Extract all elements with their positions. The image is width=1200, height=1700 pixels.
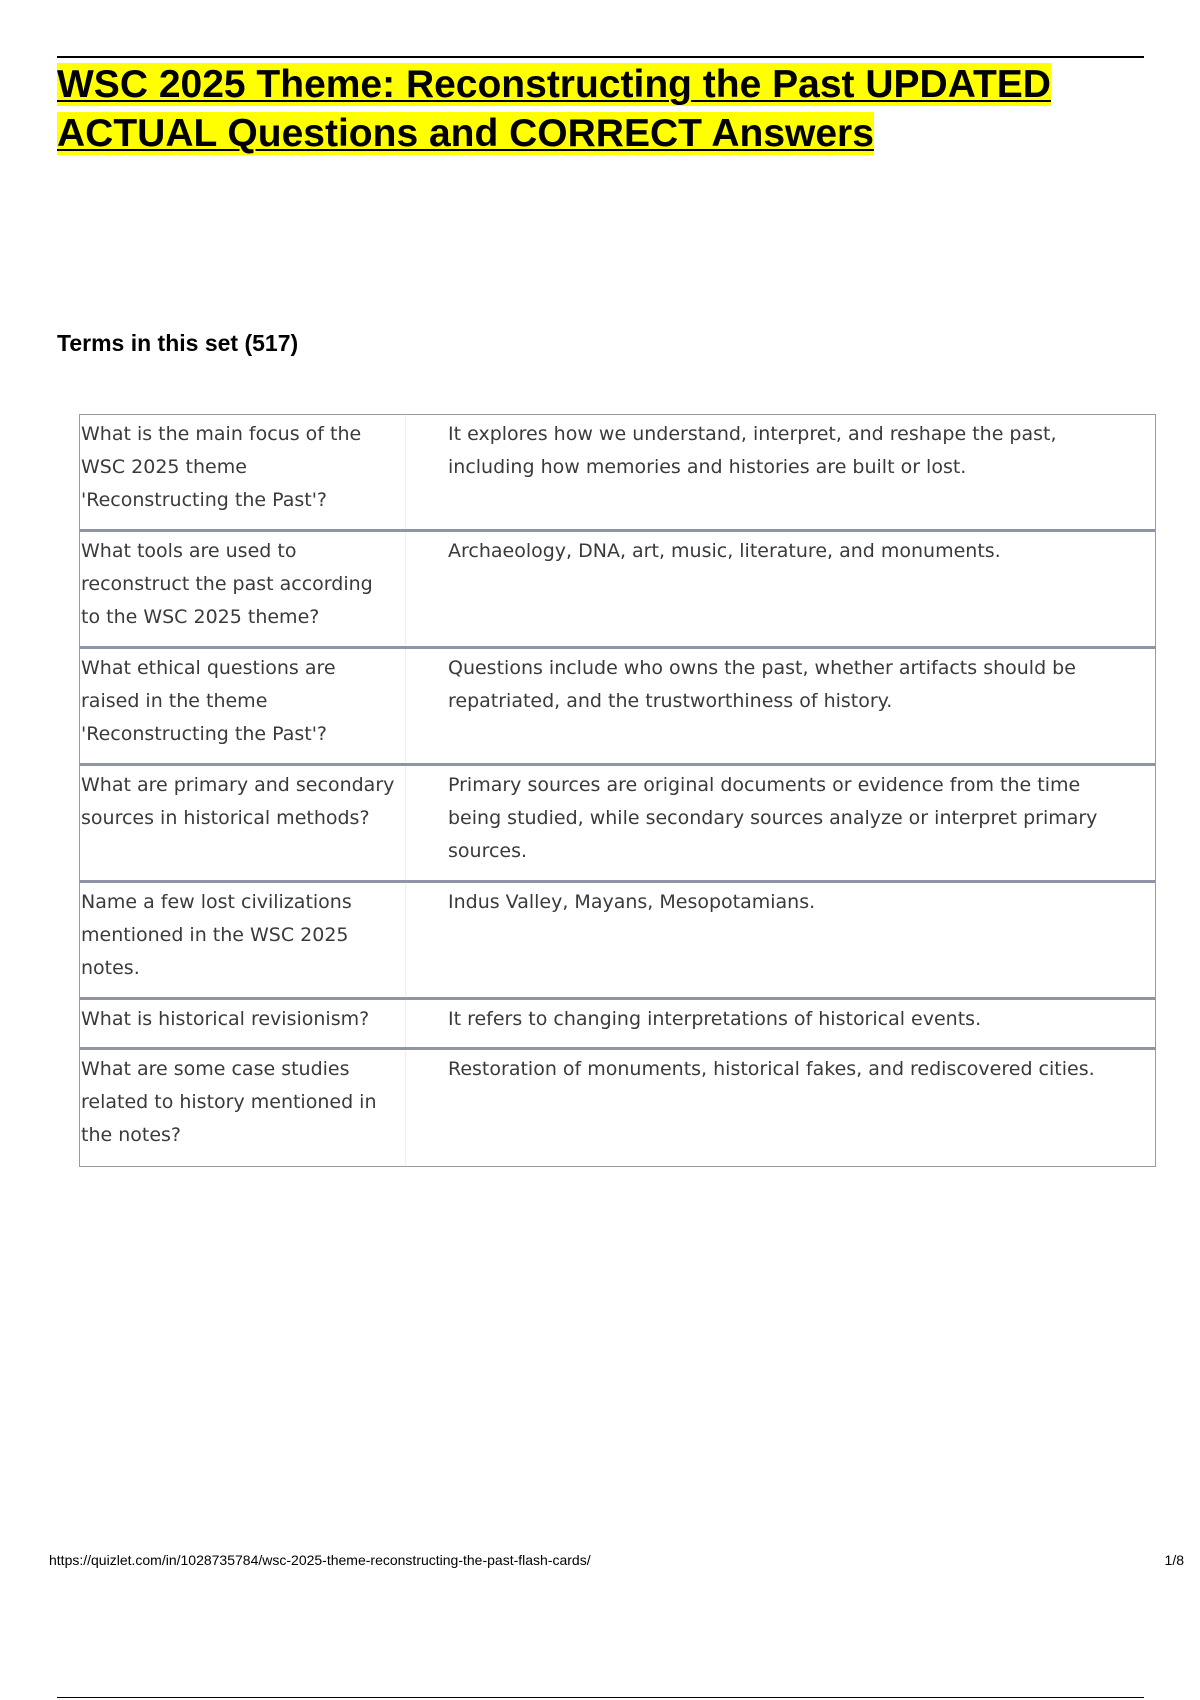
page-number: 1/8 [1164,1552,1184,1568]
term-answer: Primary sources are original documents or evidence from the time being studied, while secondary sources analyze or interpret primary sources. [448,774,1098,862]
term-question: What ethical questions are raised in the theme 'Reconstructing the Past'? [80,649,406,763]
term-question: Name a few lost civilizations mentioned in the WSC 2025 notes. [80,883,406,997]
term-question: What are some case studies related to history mentioned in the notes? [80,1050,406,1166]
term-question: What are primary and secondary sources in historical methods? [80,766,406,880]
terms-table [79,414,1156,1167]
terms-heading: Terms in this set (517) [57,330,299,356]
document-title [57,60,1097,158]
table-row [80,883,1155,1000]
document-title-text: WSC 2025 Theme: Reconstructing the Past UPDATED ACTUAL Questions and CORRECT Answers [57,63,1051,155]
term-question: What is historical revisionism? [80,1000,406,1047]
term-answer: It explores how we understand, interpret, and reshape the past, including how memories and histories are built or lost. [448,423,1057,478]
term-question: What tools are used to reconstruct the past according to the WSC 2025 theme? [80,532,406,646]
term-answer: It refers to changing interpretations of historical events. [448,1008,982,1030]
term-answer: Restoration of monuments, historical fakes, and rediscovered cities. [448,1058,1095,1080]
bottom-rule [57,1697,1144,1698]
footer-url: https://quizlet.com/in/1028735784/wsc-2025-theme-reconstructing-the-past-flash-cards/ [49,1552,591,1568]
term-answer: Indus Valley, Mayans, Mesopotamians. [448,891,816,913]
table-row [80,415,1155,532]
term-question: What is the main focus of the WSC 2025 theme 'Reconstructing the Past'? [80,415,406,529]
table-row [80,766,1155,883]
term-answer: Questions include who owns the past, whether artifacts should be repatriated, and the trustworthiness of history. [448,657,1076,712]
table-row [80,1050,1155,1166]
table-row [80,532,1155,649]
top-rule [57,56,1144,58]
table-row [80,649,1155,766]
term-answer: Archaeology, DNA, art, music, literature, and monuments. [448,540,1001,562]
table-row [80,1000,1155,1050]
